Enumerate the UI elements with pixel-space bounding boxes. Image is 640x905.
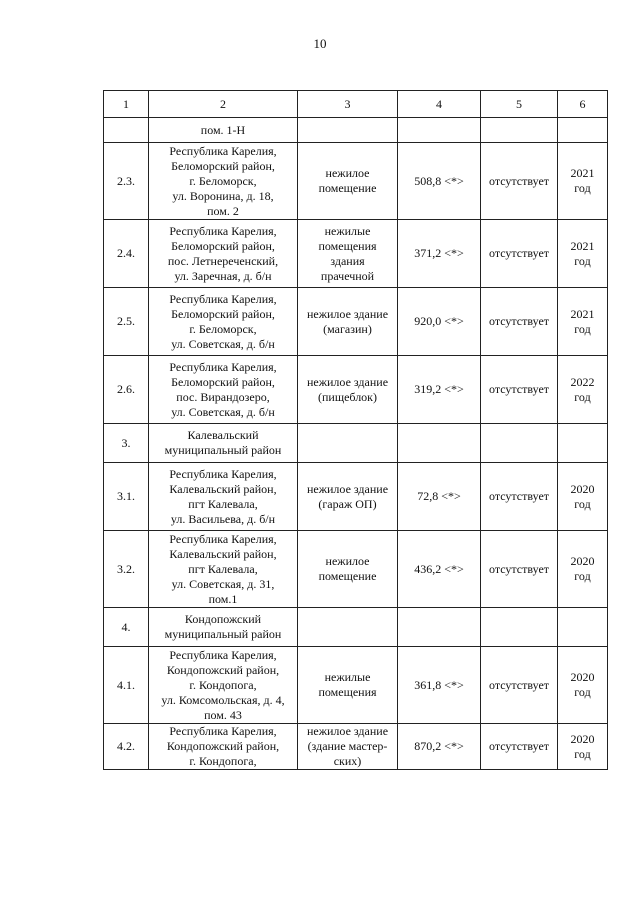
area-cell: 508,8 <*> bbox=[398, 143, 481, 220]
row-number: 2.5. bbox=[104, 288, 149, 356]
row-number: 3. bbox=[104, 424, 149, 463]
row-number: 4. bbox=[104, 608, 149, 647]
year-cell-line: 2020 bbox=[570, 731, 595, 746]
address-cell-line: Беломорский район, bbox=[171, 306, 275, 321]
address-cell bbox=[149, 608, 298, 647]
address-cell-line: ул. Комсомольская, д. 4, bbox=[161, 692, 285, 707]
table-row bbox=[104, 288, 608, 356]
address-cell-line: Беломорский район, bbox=[171, 158, 275, 173]
object-type-cell bbox=[298, 220, 398, 288]
object-type-cell bbox=[298, 118, 398, 143]
object-type-cell-line: нежилое здание bbox=[306, 481, 389, 496]
year-cell-line: год bbox=[574, 181, 591, 195]
year-cell bbox=[558, 531, 608, 608]
page-number: 10 bbox=[313, 36, 327, 51]
object-type-cell-line: здания bbox=[330, 253, 365, 268]
address-cell-line: Республика Карелия, bbox=[169, 466, 277, 481]
object-type-cell-line: нежилые bbox=[324, 670, 371, 684]
address-cell-line: пом.1 bbox=[208, 591, 238, 606]
table-row bbox=[104, 118, 608, 143]
encumbrance-cell bbox=[481, 608, 558, 647]
year-cell-line: год bbox=[574, 569, 591, 583]
address-cell-line: ул. Советская, д. 31, bbox=[171, 576, 275, 591]
object-type-cell-line: нежилое bbox=[325, 166, 370, 180]
row-number: 2.3. bbox=[104, 143, 149, 220]
object-type-cell bbox=[298, 531, 398, 608]
address-cell-line: Калевальский bbox=[187, 428, 259, 442]
row-number: 4.2. bbox=[104, 724, 149, 770]
address-cell-line: Кондопожский bbox=[184, 612, 262, 626]
address-cell-line: Беломорский район, bbox=[171, 374, 275, 389]
area-cell bbox=[398, 424, 481, 463]
encumbrance-cell: отсутствует bbox=[481, 220, 558, 288]
address-cell-line: пом. 1-Н bbox=[200, 122, 246, 137]
year-cell bbox=[558, 608, 608, 647]
table-row bbox=[104, 220, 608, 288]
address-cell-line: Калевальский район, bbox=[169, 546, 277, 561]
area-cell bbox=[398, 118, 481, 143]
encumbrance-cell: отсутствует bbox=[481, 288, 558, 356]
encumbrance-cell bbox=[481, 424, 558, 463]
object-type-cell bbox=[298, 608, 398, 647]
address-cell-line: пом. 2 bbox=[207, 203, 239, 218]
table-row bbox=[104, 424, 608, 463]
object-type-cell-line: ских) bbox=[333, 754, 362, 768]
year-cell-line: год bbox=[574, 746, 591, 761]
address-cell-line: Республика Карелия, bbox=[169, 291, 277, 306]
address-cell bbox=[149, 724, 298, 770]
address-cell bbox=[149, 288, 298, 356]
year-cell-line: год bbox=[574, 253, 591, 268]
row-number: 2.6. bbox=[104, 356, 149, 424]
address-cell-line: Республика Карелия, bbox=[169, 223, 277, 238]
address-cell-line: Кондопожский район, bbox=[166, 739, 280, 753]
encumbrance-cell: отсутствует bbox=[481, 531, 558, 608]
object-type-cell bbox=[298, 143, 398, 220]
header-cell: 4 bbox=[398, 91, 481, 118]
address-cell-line: г. Кондопога, bbox=[189, 754, 257, 768]
address-cell-line: Республика Карелия, bbox=[169, 143, 277, 158]
area-cell: 319,2 <*> bbox=[398, 356, 481, 424]
table-body bbox=[104, 118, 608, 770]
address-cell-line: ул. Советская, д. б/н bbox=[171, 336, 275, 351]
address-cell-line: ул. Заречная, д. б/н bbox=[174, 268, 272, 283]
year-cell-line: год bbox=[574, 389, 591, 404]
year-cell bbox=[558, 647, 608, 724]
address-cell-line: муниципальный район bbox=[164, 627, 282, 641]
object-type-cell bbox=[298, 463, 398, 531]
address-cell-line: Республика Карелия, bbox=[169, 724, 277, 738]
area-cell: 920,0 <*> bbox=[398, 288, 481, 356]
table-row bbox=[104, 143, 608, 220]
area-cell: 72,8 <*> bbox=[398, 463, 481, 531]
year-cell bbox=[558, 724, 608, 770]
encumbrance-cell: отсутствует bbox=[481, 647, 558, 724]
address-cell-line: ул. Васильева, д. б/н bbox=[170, 511, 276, 526]
object-type-cell-line: нежилые bbox=[324, 223, 371, 238]
row-number: 3.2. bbox=[104, 531, 149, 608]
object-type-cell-line: помещения bbox=[318, 238, 377, 253]
object-type-cell-line: нежилое здание bbox=[306, 306, 389, 321]
property-table bbox=[103, 90, 608, 770]
address-cell-line: Калевальский район, bbox=[169, 481, 277, 496]
area-cell: 870,2 <*> bbox=[398, 724, 481, 770]
address-cell-line: г. Кондопога, bbox=[189, 677, 257, 692]
address-cell-line: пгт Калевала, bbox=[188, 496, 258, 511]
year-cell-line: 2020 bbox=[570, 481, 595, 496]
object-type-cell-line: помещения bbox=[318, 685, 377, 699]
row-number: 4.1. bbox=[104, 647, 149, 724]
row-number: 2.4. bbox=[104, 220, 149, 288]
year-cell-line: 2021 bbox=[570, 238, 595, 253]
year-cell-line: 2020 bbox=[570, 554, 595, 568]
row-number bbox=[104, 118, 149, 143]
object-type-cell-line: (пищеблок) bbox=[317, 389, 378, 404]
address-cell-line: пос. Летнереченский, bbox=[167, 253, 279, 268]
address-cell-line: г. Беломорск, bbox=[189, 173, 257, 188]
address-cell-line: Республика Карелия, bbox=[169, 531, 277, 546]
object-type-cell-line: прачечной bbox=[320, 268, 375, 283]
address-cell bbox=[149, 531, 298, 608]
address-cell bbox=[149, 143, 298, 220]
year-cell bbox=[558, 463, 608, 531]
address-cell bbox=[149, 647, 298, 724]
year-cell bbox=[558, 288, 608, 356]
area-cell: 371,2 <*> bbox=[398, 220, 481, 288]
object-type-cell bbox=[298, 424, 398, 463]
address-cell-line: пгт Калевала, bbox=[188, 561, 258, 576]
year-cell-line: год bbox=[574, 321, 591, 336]
address-cell bbox=[149, 424, 298, 463]
address-cell-line: Республика Карелия, bbox=[169, 359, 277, 374]
year-cell-line: 2022 bbox=[570, 374, 595, 389]
encumbrance-cell: отсутствует bbox=[481, 143, 558, 220]
address-cell bbox=[149, 118, 298, 143]
row-number: 3.1. bbox=[104, 463, 149, 531]
object-type-cell bbox=[298, 647, 398, 724]
address-cell-line: Кондопожский район, bbox=[166, 662, 280, 677]
object-type-cell-line: нежилое здание bbox=[306, 724, 389, 738]
object-type-cell-line: помещение bbox=[318, 569, 377, 583]
header-cell: 1 bbox=[104, 91, 149, 118]
area-cell: 361,8 <*> bbox=[398, 647, 481, 724]
header-cell: 5 bbox=[481, 91, 558, 118]
object-type-cell-line: (гараж ОП) bbox=[318, 496, 377, 511]
year-cell-line: 2021 bbox=[570, 306, 595, 321]
area-cell bbox=[398, 608, 481, 647]
year-cell-line: год bbox=[574, 496, 591, 511]
year-cell bbox=[558, 220, 608, 288]
table-row bbox=[104, 724, 608, 770]
header-cell: 6 bbox=[558, 91, 608, 118]
encumbrance-cell bbox=[481, 118, 558, 143]
year-cell-line: 2020 bbox=[570, 670, 595, 684]
table-row bbox=[104, 356, 608, 424]
header-cell: 2 bbox=[149, 91, 298, 118]
object-type-cell bbox=[298, 724, 398, 770]
address-cell-line: ул. Советская, д. б/н bbox=[171, 404, 275, 419]
table-row bbox=[104, 647, 608, 724]
address-cell-line: Республика Карелия, bbox=[169, 647, 277, 662]
year-cell bbox=[558, 118, 608, 143]
object-type-cell-line: (здание мастер- bbox=[307, 739, 388, 753]
object-type-cell-line: нежилое здание bbox=[306, 374, 389, 389]
address-cell-line: пос. Вирандозеро, bbox=[176, 389, 270, 404]
encumbrance-cell: отсутствует bbox=[481, 463, 558, 531]
table-row bbox=[104, 463, 608, 531]
address-cell bbox=[149, 463, 298, 531]
address-cell bbox=[149, 356, 298, 424]
address-cell-line: ул. Воронина, д. 18, bbox=[172, 188, 274, 203]
year-cell bbox=[558, 356, 608, 424]
year-cell-line: 2021 bbox=[570, 166, 595, 180]
object-type-cell-line: нежилое bbox=[325, 554, 370, 568]
address-cell-line: пом. 43 bbox=[204, 707, 242, 722]
area-cell: 436,2 <*> bbox=[398, 531, 481, 608]
encumbrance-cell: отсутствует bbox=[481, 724, 558, 770]
address-cell bbox=[149, 220, 298, 288]
object-type-cell-line: помещение bbox=[318, 181, 377, 195]
header-row bbox=[104, 91, 608, 118]
address-cell-line: муниципальный район bbox=[164, 443, 282, 457]
object-type-cell bbox=[298, 356, 398, 424]
encumbrance-cell: отсутствует bbox=[481, 356, 558, 424]
header-cell: 3 bbox=[298, 91, 398, 118]
year-cell bbox=[558, 143, 608, 220]
address-cell-line: г. Беломорск, bbox=[189, 321, 257, 336]
year-cell-line: год bbox=[574, 685, 591, 699]
object-type-cell-line: (магазин) bbox=[323, 321, 372, 336]
object-type-cell bbox=[298, 288, 398, 356]
year-cell bbox=[558, 424, 608, 463]
address-cell-line: Беломорский район, bbox=[171, 238, 275, 253]
table-row bbox=[104, 531, 608, 608]
table-row bbox=[104, 608, 608, 647]
